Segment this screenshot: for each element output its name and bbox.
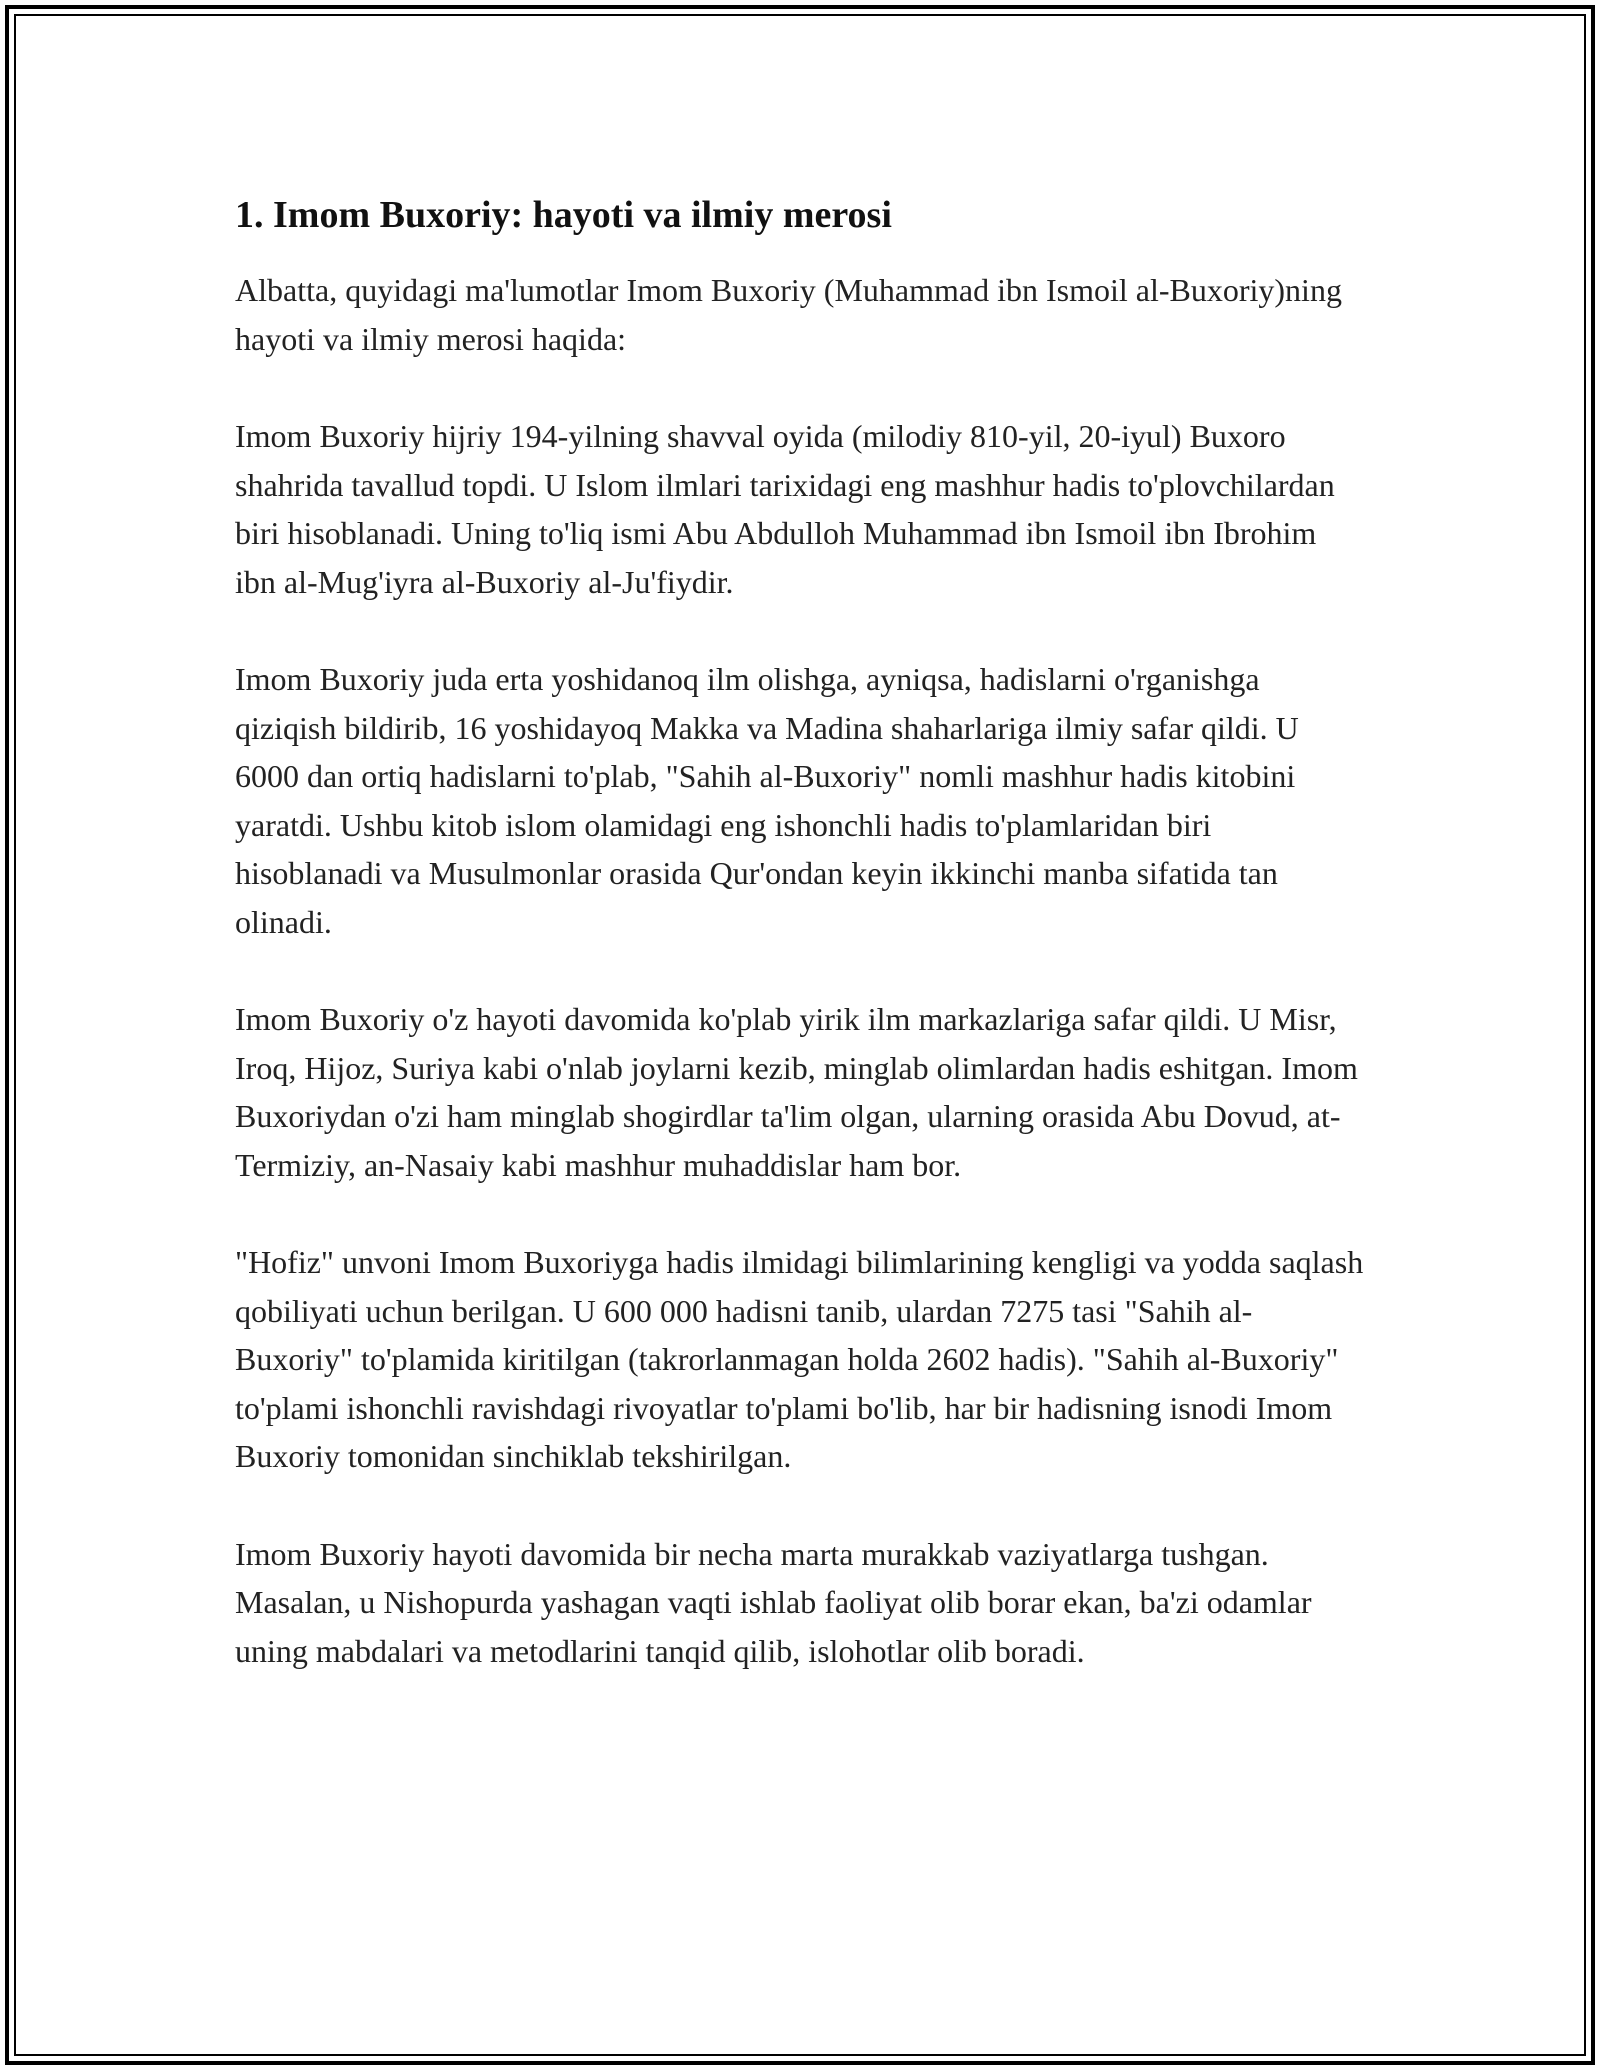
paragraph-birth: Imom Buxoriy hijriy 194-yilning shavval oyida (milodiy 810-yil, 20-iyul) Buxoro shahrida tavallud topdi. U Islom ilmlari tarixidagi eng mashhur hadis to'plovchilardan biri hisoblanadi. Uning to'liq ismi Abu Abdulloh Muhammad ibn Ismoil ibn Ibrohim ibn al-Mug'iyra al-Buxoriy al-Ju'fiydir. [235, 418, 1335, 600]
paragraph-education: Imom Buxoriy juda erta yoshidanoq ilm olishga, ayniqsa, hadislarni o'rganishga qiziqish bildirib, 16 yoshidayoq Makka va Madina shaharlariga ilmiy safar qildi. U 6000 dan ortiq hadislarni to'plab, "Sahih al-Buxoriy" nomli mashhur hadis kitobini yaratdi. Ushbu kitob islom olamidagi eng ishonchli hadis to'plamlaridan biri hisoblanadi va Musulmonlar orasida Qur'ondan keyin ikkinchi manba sifatida tan olinadi. [235, 661, 1299, 940]
paragraph-intro: Albatta, quyidagi ma'lumotlar Imom Buxoriy (Muhammad ibn Ismoil al-Buxoriy)ning hayoti va ilmiy merosi haqida: [235, 272, 1342, 357]
document-body [235, 190, 1365, 1724]
paragraph-travels: Imom Buxoriy o'z hayoti davomida ko'plab yirik ilm markazlariga safar qildi. U Misr, Iroq, Hijoz, Suriya kabi o'nlab joylarni kezib, minglab olimlardan hadis eshitgan. Imom Buxoriydan o'zi ham minglab shogirdlar ta'lim olgan, ularning orasida Abu Dovud, at-Termiziy, an-Nasaiy kabi mashhur muhaddislar ham bor. [235, 1001, 1358, 1183]
paragraph-difficulties: Imom Buxoriy hayoti davomida bir necha marta murakkab vaziyatlarga tushgan. Masalan, u Nishopurda yashagan vaqti ishlab faoliyat olib borar ekan, ba'zi odamlar uning mabdalari va metodlarini tanqid qilib, islohotlar olib boradi. [235, 1535, 1312, 1669]
document-title: 1. Imom Buxoriy: hayoti va ilmiy merosi [235, 194, 892, 236]
paragraph-hofiz: "Hofiz" unvoni Imom Buxoriyga hadis ilmidagi bilimlarining kengligi va yodda saqlash qobiliyati uchun berilgan. U 600 000 hadisni tanib, ulardan 7275 tasi "Sahih al-Buxoriy" to'plamida kiritilgan (takrorlanmagan holda 2602 hadis). "Sahih al-Buxoriy" to'plami ishonchli ravishdagi rivoyatlar to'plami bo'lib, har bir hadisning isnodi Imom Buxoriy tomonidan sinchiklab tekshirilgan. [235, 1244, 1364, 1474]
